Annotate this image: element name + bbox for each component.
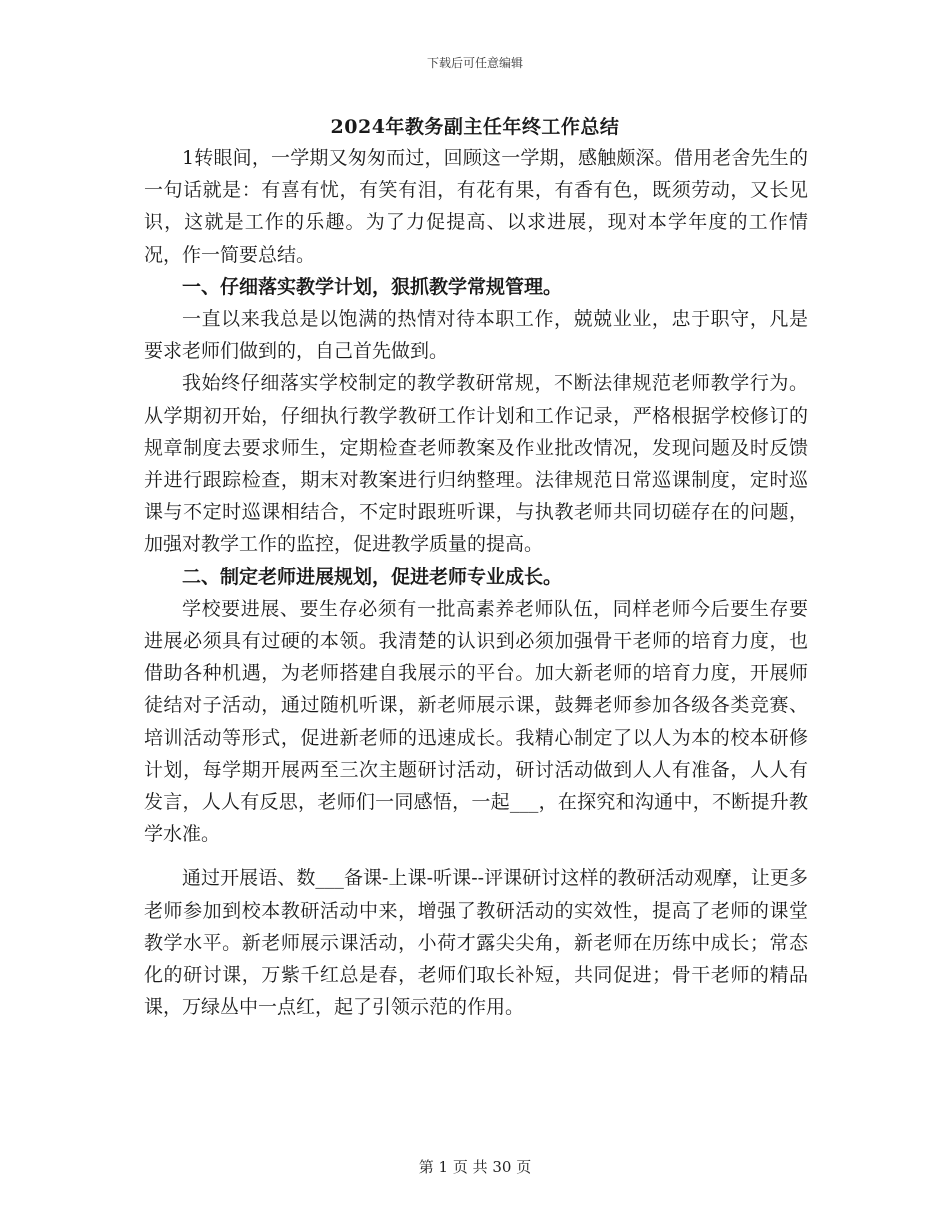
body-paragraph: 我始终仔细落实学校制定的教学教研常规，不断法律规范老师教学行为。从学期初开始，仔细执行教学教研工作计划和工作记录，严格根据学校修订的规章制度去要求师生，定期检查老师教案及作业批改情况，发现问题及时反馈并进行跟踪检查，期末对教案进行归纳整理。法律规范日常巡课制度，定时巡课与不定时巡课相结合，不定时跟班听课，与执教老师共同切磋存在的问题，加强对教学工作的监控，促进教学质量的提高。 (144, 372, 808, 556)
intro-paragraph: 1转眼间，一学期又匆匆而过，回顾这一学期，感触颇深。借用老舍先生的一句话就是：有喜有忧，有笑有泪，有花有果，有香有色，既须劳动，又长见识，这就是工作的乐趣。为了力促提高、以求进展，现对本学年度的工作情况，作一简要总结。 (144, 147, 808, 266)
body-paragraph: 学校要进展、要生存必须有一批高素养老师队伍，同样老师今后要生存要进展必须具有过硬的本领。我清楚的认识到必须加强骨干老师的培育力度，也借助各种机遇，为老师搭建自我展示的平台。加大新老师的培育力度，开展师徒结对子活动，通过随机听课，新老师展示课，鼓舞老师参加各级各类竞赛、培训活动等形式，促进新老师的迅速成长。我精心制定了以人为本的校本研修计划，每学期开展两至三次主题研讨活动，研讨活动做到人人有准备，人人有发言，人人有反思，老师们一同感悟，一起___，在探究和沟通中，不断提升教学水准。 (144, 597, 808, 846)
body-paragraph: 通过开展语、数___备课-上课-听课--评课研讨这样的教研活动观摩，让更多老师参加到校本教研活动中来，增强了教研活动的实效性，提高了老师的课堂教学水平。新老师展示课活动，小荷才露尖尖角，新老师在历练中成长；常态化的研讨课，万紫千红总是春，老师们取长补短，共同促进；骨干老师的精品课，万绿丛中一点红，起了引领示范的作用。 (144, 867, 808, 1019)
page-footer: 第 1 页 共 30 页 (418, 1158, 532, 1176)
section-heading-1: 一、仔细落实教学计划，狠抓教学常规管理。 (182, 275, 563, 298)
document-body (144, 142, 808, 1023)
section-heading-2: 二、制定老师进展规划，促进老师专业成长。 (182, 565, 563, 588)
document-title: 2024年教务副主任年终工作总结 (330, 116, 620, 138)
header-note: 下载后可任意编辑 (426, 56, 523, 70)
body-paragraph: 一直以来我总是以饱满的热情对待本职工作，兢兢业业，忠于职守，凡是要求老师们做到的，自己首先做到。 (144, 308, 808, 363)
